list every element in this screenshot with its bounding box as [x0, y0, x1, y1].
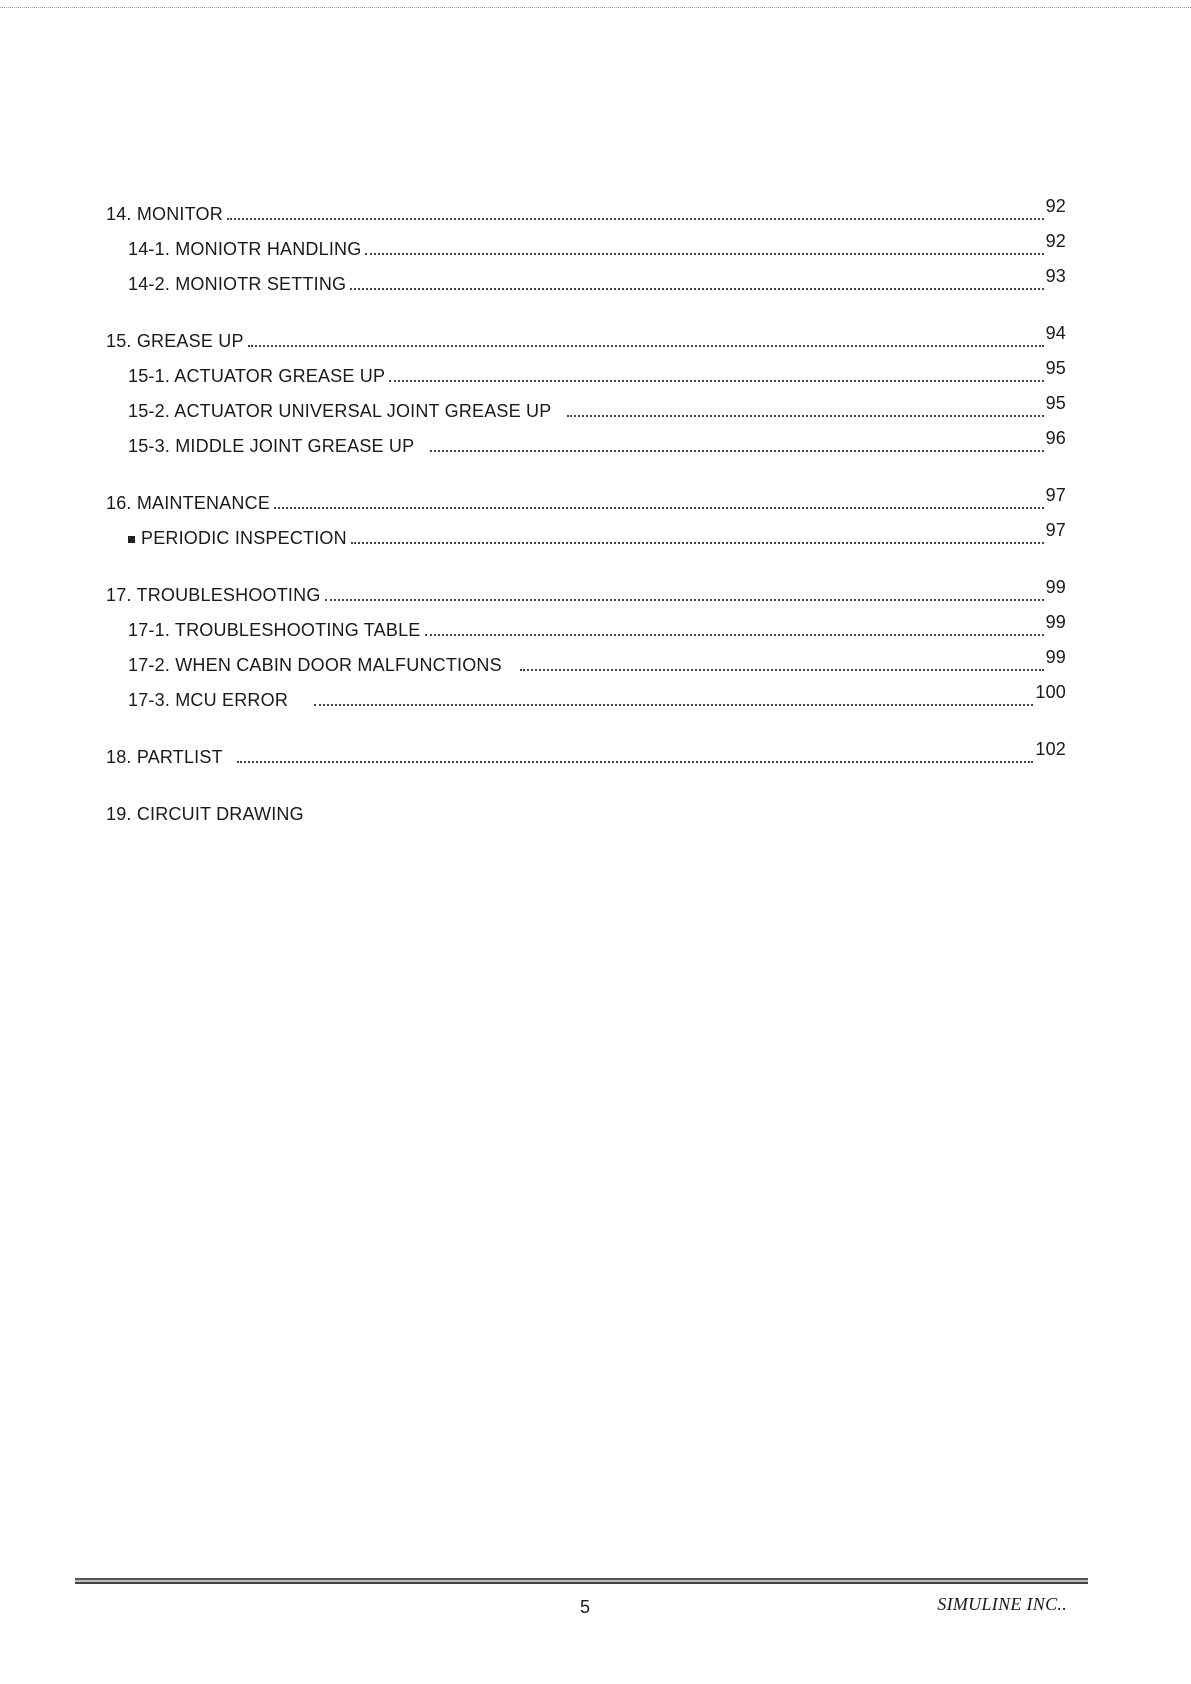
dot-leader [325, 599, 1044, 601]
dot-leader [351, 542, 1044, 544]
toc-row [106, 733, 1066, 768]
square-bullet-icon [128, 536, 135, 543]
toc-page-number: 93 [1045, 266, 1066, 286]
toc-section-entry [106, 196, 1066, 225]
toc-subsection-entry [128, 520, 1066, 549]
toc-page-number: 95 [1045, 358, 1066, 378]
dot-leader [520, 669, 1044, 671]
toc-entry-label: 15-1. ACTUATOR GREASE UP [128, 366, 386, 386]
toc-page-number: 97 [1045, 520, 1066, 540]
toc-entry-label: 17-3. MCU ERROR [128, 690, 289, 710]
toc-entry-label: 15-3. MIDDLE JOINT GREASE UP [128, 436, 415, 456]
toc-subsection-entry [128, 682, 1066, 711]
toc-entry-label: 16. MAINTENANCE [106, 493, 271, 513]
toc-section-entry [106, 323, 1066, 352]
toc-subsection-entry [128, 393, 1066, 422]
toc-section-entry [106, 485, 1066, 514]
toc-entry-label: 15-2. ACTUATOR UNIVERSAL JOINT GREASE UP [128, 401, 552, 421]
toc-entry-label: PERIODIC INSPECTION [141, 528, 347, 548]
toc-row [106, 422, 1066, 457]
toc-section-entry [106, 739, 1066, 768]
dot-leader [430, 450, 1043, 452]
top-border-rule [0, 7, 1191, 8]
dot-leader [389, 380, 1043, 382]
dot-leader [425, 634, 1044, 636]
toc-entry-label: 19. CIRCUIT DRAWING [106, 804, 304, 824]
toc-entry-label: 14-1. MONIOTR HANDLING [128, 239, 362, 259]
toc-subsection-entry [128, 612, 1066, 641]
toc-page-number: 94 [1045, 323, 1066, 343]
toc-row [106, 190, 1066, 225]
toc-subsection-entry [128, 358, 1066, 387]
toc-page-number: 99 [1045, 612, 1066, 632]
toc-entry-label: 14. MONITOR [106, 204, 223, 224]
toc-entry-label: 17-2. WHEN CABIN DOOR MALFUNCTIONS [128, 655, 502, 675]
footer-page-number: 5 [580, 1597, 591, 1617]
toc-row [106, 352, 1066, 387]
toc-row [106, 571, 1066, 606]
toc-page-number: 92 [1045, 196, 1066, 216]
toc-row [106, 479, 1066, 514]
toc-page-number: 99 [1045, 647, 1066, 667]
toc-row [106, 387, 1066, 422]
toc-page-number: 96 [1045, 428, 1066, 448]
dot-leader [274, 507, 1044, 509]
toc-row [106, 260, 1066, 295]
toc-entry-label: 17-1. TROUBLESHOOTING TABLE [128, 620, 421, 640]
toc-subsection-entry [128, 231, 1066, 260]
dot-leader [314, 704, 1033, 706]
toc-row [106, 317, 1066, 352]
dot-leader [365, 253, 1043, 255]
footer-company-name: SIMULINE INC.. [937, 1594, 1067, 1614]
toc-page-number: 102 [1035, 739, 1066, 759]
toc-entry-label: 17. TROUBLESHOOTING [106, 585, 321, 605]
toc-page-number: 99 [1045, 577, 1066, 597]
toc-page-number: 97 [1045, 485, 1066, 505]
toc-page-number: 92 [1045, 231, 1066, 251]
toc-row [106, 514, 1066, 549]
dot-leader [227, 218, 1044, 220]
dot-leader [248, 345, 1044, 347]
toc-subsection-entry [128, 266, 1066, 295]
toc-row [106, 225, 1066, 260]
toc-row [106, 641, 1066, 676]
toc-section-entry [106, 803, 1066, 825]
toc-entry-label: 14-2. MONIOTR SETTING [128, 274, 347, 294]
toc-subsection-entry [128, 647, 1066, 676]
toc-row [106, 790, 1066, 825]
dot-leader [567, 415, 1043, 417]
toc-row [106, 676, 1066, 711]
dot-leader [350, 288, 1043, 290]
footer-rule [75, 1578, 1088, 1584]
toc-page-number: 95 [1045, 393, 1066, 413]
toc-entry-label: 18. PARTLIST [106, 747, 223, 767]
toc-page-number: 100 [1035, 682, 1066, 702]
dot-leader [237, 761, 1034, 763]
toc-section-entry [106, 577, 1066, 606]
toc-row [106, 606, 1066, 641]
table-of-contents [106, 190, 1066, 825]
toc-subsection-entry [128, 428, 1066, 457]
toc-entry-label: 15. GREASE UP [106, 331, 244, 351]
